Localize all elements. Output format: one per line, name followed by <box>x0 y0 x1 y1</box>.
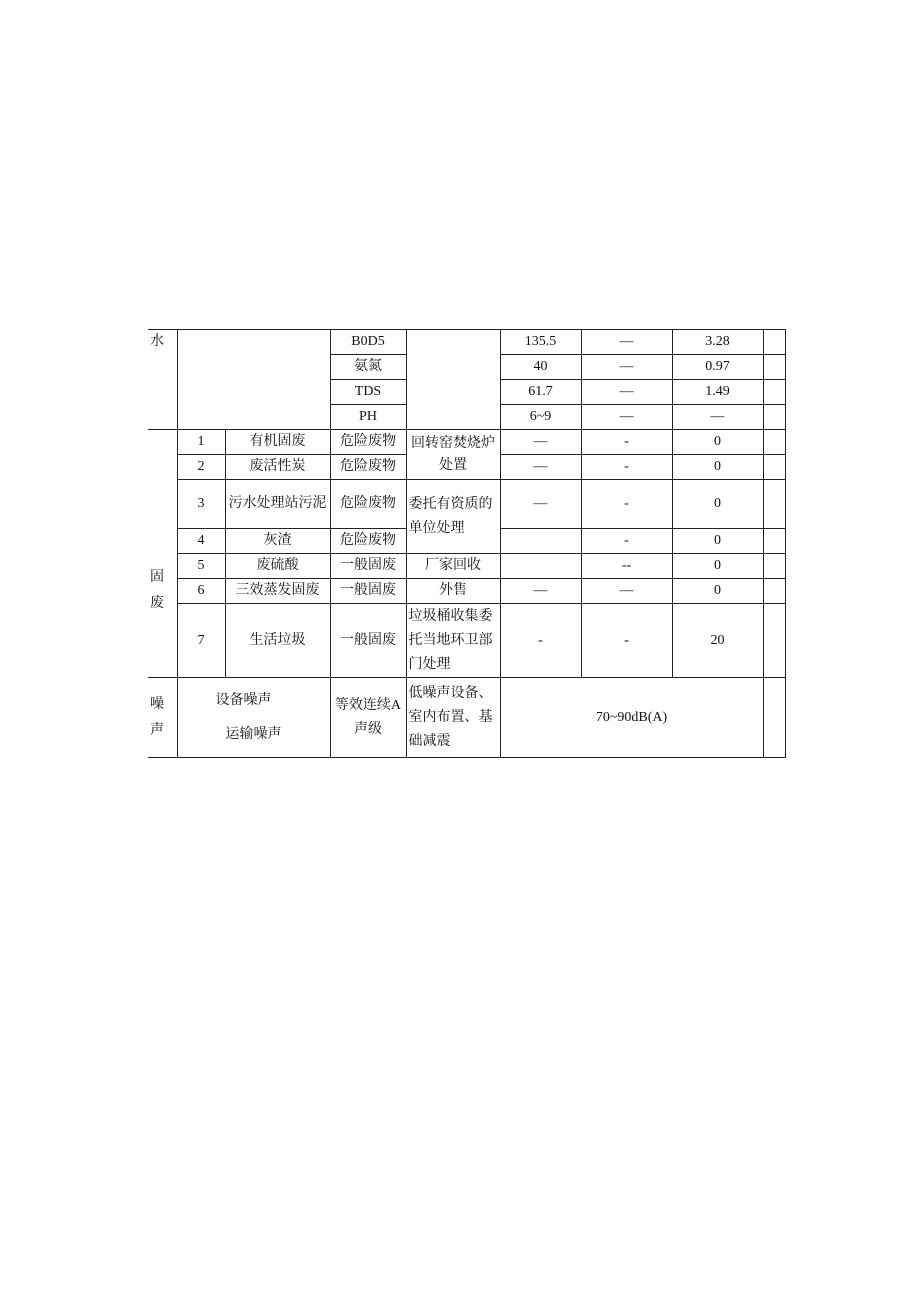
value-cell: - <box>581 480 672 529</box>
extra-cell <box>763 554 785 579</box>
table-row <box>148 678 785 758</box>
waste-type: 危险废物 <box>330 455 406 480</box>
category-noise <box>148 678 177 758</box>
noise-measure: 低噪声设备、室内布置、基础减震 <box>406 678 500 758</box>
extra-cell <box>763 579 785 604</box>
water-treatment-blank <box>406 330 500 430</box>
waste-name: 三效蒸发固废 <box>225 579 330 604</box>
row-number: 2 <box>177 455 225 480</box>
waste-name: 废活性炭 <box>225 455 330 480</box>
value-cell: — <box>500 579 581 604</box>
extra-cell <box>763 380 785 405</box>
noise-indicator: 等效连续A声级 <box>330 678 406 758</box>
category-solid-line2: 废 <box>150 596 164 611</box>
row-number: 4 <box>177 529 225 554</box>
category-solid-line1: 固 <box>150 570 164 585</box>
noise-value: 70~90dB(A) <box>500 678 763 758</box>
concentration-value: 61.7 <box>500 380 581 405</box>
category-noise-line2: 声 <box>150 722 164 738</box>
extra-cell <box>763 405 785 430</box>
standard-value: — <box>581 405 672 430</box>
treatment-method: 垃圾桶收集委托当地环卫部门处理 <box>406 604 500 678</box>
value-cell: — <box>581 579 672 604</box>
amount-value: — <box>672 405 763 430</box>
extra-cell <box>763 330 785 355</box>
extra-cell <box>763 529 785 554</box>
value-cell <box>500 529 581 554</box>
value-cell: - <box>581 430 672 455</box>
amount-value: 3.28 <box>672 330 763 355</box>
value-cell: 0 <box>672 480 763 529</box>
value-cell: - <box>500 604 581 678</box>
treatment-method: 外售 <box>406 579 500 604</box>
value-cell: — <box>500 430 581 455</box>
value-cell: 0 <box>672 430 763 455</box>
concentration-value: 6~9 <box>500 405 581 430</box>
noise-sources <box>177 678 330 758</box>
waste-name: 生活垃圾 <box>225 604 330 678</box>
value-cell: 0 <box>672 455 763 480</box>
noise-source-transport: 运输噪声 <box>225 726 282 742</box>
noise-source-equipment: 设备噪声 <box>215 692 272 708</box>
waste-type: 危险废物 <box>330 529 406 554</box>
extra-cell <box>763 480 785 529</box>
treatment-method: 厂家回收 <box>406 554 500 579</box>
waste-type: 一般固废 <box>330 604 406 678</box>
pollutant-name: TDS <box>330 380 406 405</box>
value-cell: -- <box>581 554 672 579</box>
extra-cell <box>763 455 785 480</box>
category-water: 水 <box>148 330 177 430</box>
category-noise-line1: 噪 <box>150 696 164 712</box>
waste-name: 污水处理站污泥 <box>225 480 330 529</box>
waste-type: 危险废物 <box>330 480 406 529</box>
emission-table-container <box>148 329 786 758</box>
concentration-value: 40 <box>500 355 581 380</box>
pollutant-emission-table <box>148 329 786 758</box>
amount-value: 0.97 <box>672 355 763 380</box>
row-number: 1 <box>177 430 225 455</box>
value-cell: 0 <box>672 529 763 554</box>
treatment-method: 回转窑焚烧炉处置 <box>406 430 500 480</box>
row-number: 3 <box>177 480 225 529</box>
waste-name: 灰渣 <box>225 529 330 554</box>
standard-value: — <box>581 355 672 380</box>
value-cell: 20 <box>672 604 763 678</box>
amount-value: 1.49 <box>672 380 763 405</box>
value-cell: — <box>500 480 581 529</box>
pollutant-name: PH <box>330 405 406 430</box>
pollutant-name: 氨氮 <box>330 355 406 380</box>
treatment-method: 委托有资质的单位处理 <box>406 480 500 554</box>
table-row <box>148 430 785 455</box>
waste-type: 危险废物 <box>330 430 406 455</box>
table-row <box>148 480 785 529</box>
table-row <box>148 554 785 579</box>
concentration-value: 135.5 <box>500 330 581 355</box>
table-row <box>148 330 785 355</box>
waste-name: 废硫酸 <box>225 554 330 579</box>
extra-cell <box>763 678 785 758</box>
water-blank-cell <box>177 330 330 430</box>
extra-cell <box>763 604 785 678</box>
extra-cell <box>763 430 785 455</box>
value-cell: - <box>581 529 672 554</box>
standard-value: — <box>581 380 672 405</box>
value-cell: 0 <box>672 554 763 579</box>
standard-value: — <box>581 330 672 355</box>
pollutant-name: B0D5 <box>330 330 406 355</box>
value-cell <box>500 554 581 579</box>
row-number: 6 <box>177 579 225 604</box>
row-number: 7 <box>177 604 225 678</box>
value-cell: - <box>581 604 672 678</box>
waste-name: 有机固废 <box>225 430 330 455</box>
value-cell: — <box>500 455 581 480</box>
value-cell: - <box>581 455 672 480</box>
row-number: 5 <box>177 554 225 579</box>
value-cell: 0 <box>672 579 763 604</box>
waste-type: 一般固废 <box>330 554 406 579</box>
extra-cell <box>763 355 785 380</box>
waste-type: 一般固废 <box>330 579 406 604</box>
category-solid-waste <box>148 430 177 678</box>
table-row <box>148 604 785 678</box>
table-row <box>148 579 785 604</box>
